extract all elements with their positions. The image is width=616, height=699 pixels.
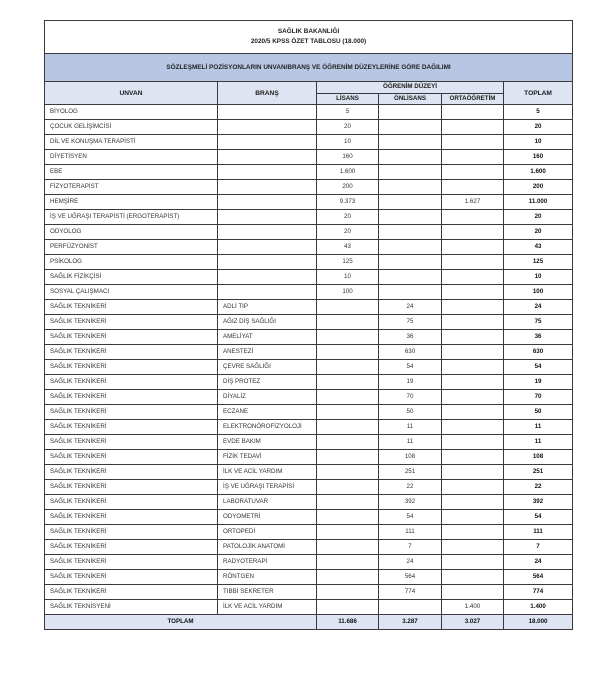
cell-unvan: HEMŞİRE bbox=[45, 195, 218, 210]
table-row bbox=[45, 360, 573, 375]
cell-unvan: ÇOCUK GELİŞİMCİSİ bbox=[45, 120, 218, 135]
cell-brans: İLK VE ACİL YARDIM bbox=[218, 465, 317, 480]
cell-brans bbox=[218, 120, 317, 135]
cell-brans: ELEKTRONÖROFİZYOLOJİ bbox=[218, 420, 317, 435]
cell-onlisans: 24 bbox=[379, 555, 442, 570]
cell-ortaogretim bbox=[442, 525, 504, 540]
title-line-ministry: SAĞLIK BAKANLIĞI bbox=[277, 28, 340, 35]
cell-toplam: 70 bbox=[504, 390, 573, 405]
cell-lisans bbox=[317, 390, 379, 405]
column-header-unvan: UNVAN bbox=[45, 82, 218, 105]
header-row-1 bbox=[45, 82, 573, 94]
cell-ortaogretim bbox=[442, 180, 504, 195]
cell-brans bbox=[218, 135, 317, 150]
cell-lisans bbox=[317, 330, 379, 345]
cell-lisans bbox=[317, 540, 379, 555]
cell-toplam: 19 bbox=[504, 375, 573, 390]
cell-lisans bbox=[317, 585, 379, 600]
cell-toplam: 20 bbox=[504, 225, 573, 240]
cell-onlisans bbox=[379, 225, 442, 240]
cell-brans bbox=[218, 210, 317, 225]
cell-onlisans: 24 bbox=[379, 300, 442, 315]
cell-onlisans: 70 bbox=[379, 390, 442, 405]
table-row bbox=[45, 390, 573, 405]
cell-onlisans: 19 bbox=[379, 375, 442, 390]
cell-onlisans: 630 bbox=[379, 345, 442, 360]
cell-unvan: SAĞLIK TEKNİKERİ bbox=[45, 570, 218, 585]
table-row bbox=[45, 345, 573, 360]
cell-toplam: 774 bbox=[504, 585, 573, 600]
cell-ortaogretim bbox=[442, 420, 504, 435]
column-header-ortaogretim: ORTAÖĞRETİM bbox=[442, 93, 504, 105]
cell-onlisans: 36 bbox=[379, 330, 442, 345]
total-row bbox=[45, 615, 573, 630]
table-row bbox=[45, 270, 573, 285]
cell-lisans: 20 bbox=[317, 120, 379, 135]
cell-lisans: 200 bbox=[317, 180, 379, 195]
cell-unvan: SAĞLIK TEKNİKERİ bbox=[45, 450, 218, 465]
cell-brans: İLK VE ACİL YARDIM bbox=[218, 600, 317, 615]
cell-unvan: DİL VE KONUŞMA TERAPİSTİ bbox=[45, 135, 218, 150]
column-header-toplam: TOPLAM bbox=[504, 82, 573, 105]
cell-ortaogretim bbox=[442, 375, 504, 390]
table-row bbox=[45, 150, 573, 165]
cell-onlisans: 75 bbox=[379, 315, 442, 330]
cell-toplam: 10 bbox=[504, 270, 573, 285]
cell-brans: DİYALİZ bbox=[218, 390, 317, 405]
table-row bbox=[45, 225, 573, 240]
table-row bbox=[45, 420, 573, 435]
cell-brans: DİŞ PROTEZ bbox=[218, 375, 317, 390]
cell-ortaogretim bbox=[442, 390, 504, 405]
cell-lisans bbox=[317, 555, 379, 570]
cell-onlisans bbox=[379, 270, 442, 285]
cell-unvan: BİYOLOG bbox=[45, 105, 218, 120]
cell-brans: ECZANE bbox=[218, 405, 317, 420]
cell-brans: AĞIZ DİŞ SAĞLIĞI bbox=[218, 315, 317, 330]
cell-toplam: 100 bbox=[504, 285, 573, 300]
cell-brans: ORTOPEDİ bbox=[218, 525, 317, 540]
cell-toplam: 7 bbox=[504, 540, 573, 555]
cell-lisans bbox=[317, 345, 379, 360]
cell-toplam: 392 bbox=[504, 495, 573, 510]
cell-unvan: SAĞLIK TEKNİKERİ bbox=[45, 390, 218, 405]
cell-toplam: 11 bbox=[504, 435, 573, 450]
table-row bbox=[45, 300, 573, 315]
cell-brans: FİZİK TEDAVİ bbox=[218, 450, 317, 465]
table-row bbox=[45, 165, 573, 180]
cell-ortaogretim: 1.627 bbox=[442, 195, 504, 210]
cell-ortaogretim bbox=[442, 570, 504, 585]
cell-unvan: DİYETİSYEN bbox=[45, 150, 218, 165]
subtitle-row bbox=[45, 54, 573, 82]
table-row bbox=[45, 135, 573, 150]
cell-lisans: 20 bbox=[317, 210, 379, 225]
cell-lisans bbox=[317, 480, 379, 495]
table-row bbox=[45, 435, 573, 450]
table-row bbox=[45, 450, 573, 465]
cell-brans bbox=[218, 270, 317, 285]
cell-onlisans: 251 bbox=[379, 465, 442, 480]
cell-brans: ODYOMETRİ bbox=[218, 510, 317, 525]
cell-toplam: 20 bbox=[504, 210, 573, 225]
table-row bbox=[45, 105, 573, 120]
cell-toplam: 11.000 bbox=[504, 195, 573, 210]
cell-toplam: 125 bbox=[504, 255, 573, 270]
cell-lisans bbox=[317, 315, 379, 330]
cell-lisans bbox=[317, 600, 379, 615]
cell-brans bbox=[218, 180, 317, 195]
cell-toplam: 108 bbox=[504, 450, 573, 465]
table-row bbox=[45, 315, 573, 330]
cell-toplam: 1.600 bbox=[504, 165, 573, 180]
cell-brans bbox=[218, 225, 317, 240]
cell-onlisans bbox=[379, 195, 442, 210]
cell-lisans bbox=[317, 405, 379, 420]
table-body bbox=[45, 105, 573, 615]
title-line-summary: 2020/5 KPSS ÖZET TABLOSU (18.000) bbox=[250, 38, 367, 45]
cell-brans bbox=[218, 240, 317, 255]
table-row bbox=[45, 465, 573, 480]
cell-onlisans: 11 bbox=[379, 435, 442, 450]
column-header-lisans: LİSANS bbox=[317, 93, 379, 105]
cell-unvan: SAĞLIK TEKNİKERİ bbox=[45, 510, 218, 525]
cell-unvan: SAĞLIK TEKNİKERİ bbox=[45, 345, 218, 360]
cell-ortaogretim bbox=[442, 435, 504, 450]
cell-onlisans: 774 bbox=[379, 585, 442, 600]
cell-toplam: 200 bbox=[504, 180, 573, 195]
cell-brans bbox=[218, 105, 317, 120]
table-subtitle: SÖZLEŞMELİ POZİSYONLARIN UNVAN/BRANŞ VE ÖĞRENİM DÜZEYLERİNE GÖRE DAĞILIMI bbox=[45, 54, 573, 82]
cell-ortaogretim bbox=[442, 105, 504, 120]
cell-onlisans bbox=[379, 105, 442, 120]
cell-brans: TIBBİ SEKRETER bbox=[218, 585, 317, 600]
cell-unvan: SAĞLIK FİZİKÇİSİ bbox=[45, 270, 218, 285]
cell-ortaogretim bbox=[442, 255, 504, 270]
cell-unvan: ODYOLOG bbox=[45, 225, 218, 240]
cell-toplam: 50 bbox=[504, 405, 573, 420]
cell-lisans bbox=[317, 360, 379, 375]
cell-brans: EVDE BAKIM bbox=[218, 435, 317, 450]
table-row bbox=[45, 585, 573, 600]
cell-unvan: SAĞLIK TEKNİSYENİ bbox=[45, 600, 218, 615]
cell-ortaogretim bbox=[442, 120, 504, 135]
document-title bbox=[45, 21, 573, 54]
cell-ortaogretim bbox=[442, 405, 504, 420]
cell-lisans bbox=[317, 525, 379, 540]
table-row bbox=[45, 555, 573, 570]
cell-ortaogretim bbox=[442, 510, 504, 525]
cell-onlisans: 50 bbox=[379, 405, 442, 420]
cell-lisans: 125 bbox=[317, 255, 379, 270]
cell-unvan: SAĞLIK TEKNİKERİ bbox=[45, 360, 218, 375]
column-group-ogrenim-duzeyi: ÖĞRENİM DÜZEYİ bbox=[317, 82, 504, 94]
cell-ortaogretim bbox=[442, 315, 504, 330]
cell-ortaogretim bbox=[442, 165, 504, 180]
cell-brans: LABORATUVAR bbox=[218, 495, 317, 510]
cell-onlisans bbox=[379, 120, 442, 135]
cell-brans: ÇEVRE SAĞLIĞI bbox=[218, 360, 317, 375]
cell-ortaogretim bbox=[442, 135, 504, 150]
cell-onlisans bbox=[379, 135, 442, 150]
table-row bbox=[45, 240, 573, 255]
cell-onlisans: 392 bbox=[379, 495, 442, 510]
cell-lisans bbox=[317, 570, 379, 585]
table-row bbox=[45, 480, 573, 495]
cell-toplam: 11 bbox=[504, 420, 573, 435]
cell-onlisans bbox=[379, 285, 442, 300]
cell-toplam: 564 bbox=[504, 570, 573, 585]
cell-toplam: 5 bbox=[504, 105, 573, 120]
total-lisans: 11.686 bbox=[317, 615, 379, 630]
cell-lisans bbox=[317, 450, 379, 465]
cell-ortaogretim bbox=[442, 555, 504, 570]
cell-onlisans: 54 bbox=[379, 360, 442, 375]
total-ortaogretim: 3.027 bbox=[442, 615, 504, 630]
cell-onlisans: 11 bbox=[379, 420, 442, 435]
cell-toplam: 24 bbox=[504, 555, 573, 570]
cell-lisans: 43 bbox=[317, 240, 379, 255]
table-row bbox=[45, 255, 573, 270]
cell-brans bbox=[218, 255, 317, 270]
cell-toplam: 160 bbox=[504, 150, 573, 165]
cell-unvan: SAĞLIK TEKNİKERİ bbox=[45, 315, 218, 330]
cell-unvan: SAĞLIK TEKNİKERİ bbox=[45, 330, 218, 345]
cell-brans bbox=[218, 150, 317, 165]
cell-toplam: 251 bbox=[504, 465, 573, 480]
cell-onlisans bbox=[379, 180, 442, 195]
cell-toplam: 20 bbox=[504, 120, 573, 135]
cell-ortaogretim bbox=[442, 270, 504, 285]
cell-onlisans: 111 bbox=[379, 525, 442, 540]
cell-unvan: EBE bbox=[45, 165, 218, 180]
table-row bbox=[45, 540, 573, 555]
cell-toplam: 75 bbox=[504, 315, 573, 330]
cell-ortaogretim bbox=[442, 210, 504, 225]
cell-lisans bbox=[317, 465, 379, 480]
table-row bbox=[45, 210, 573, 225]
cell-unvan: PSİKOLOG bbox=[45, 255, 218, 270]
cell-ortaogretim bbox=[442, 150, 504, 165]
cell-lisans: 1.600 bbox=[317, 165, 379, 180]
cell-unvan: SAĞLIK TEKNİKERİ bbox=[45, 465, 218, 480]
cell-unvan: SAĞLIK TEKNİKERİ bbox=[45, 495, 218, 510]
column-header-brans: BRANŞ bbox=[218, 82, 317, 105]
cell-unvan: SAĞLIK TEKNİKERİ bbox=[45, 555, 218, 570]
cell-onlisans: 22 bbox=[379, 480, 442, 495]
total-toplam: 18.000 bbox=[504, 615, 573, 630]
cell-unvan: SAĞLIK TEKNİKERİ bbox=[45, 540, 218, 555]
cell-unvan: SAĞLIK TEKNİKERİ bbox=[45, 435, 218, 450]
cell-unvan: SAĞLIK TEKNİKERİ bbox=[45, 525, 218, 540]
cell-lisans: 20 bbox=[317, 225, 379, 240]
cell-brans: RADYOTERAPİ bbox=[218, 555, 317, 570]
cell-ortaogretim bbox=[442, 450, 504, 465]
summary-table bbox=[44, 20, 573, 630]
table-row bbox=[45, 195, 573, 210]
cell-brans: ADLİ TIP bbox=[218, 300, 317, 315]
cell-onlisans: 108 bbox=[379, 450, 442, 465]
cell-onlisans: 54 bbox=[379, 510, 442, 525]
cell-onlisans bbox=[379, 165, 442, 180]
table-row bbox=[45, 120, 573, 135]
cell-ortaogretim bbox=[442, 360, 504, 375]
cell-unvan: FİZYOTERAPİST bbox=[45, 180, 218, 195]
cell-lisans: 5 bbox=[317, 105, 379, 120]
table-row bbox=[45, 180, 573, 195]
total-onlisans: 3.287 bbox=[379, 615, 442, 630]
table-row bbox=[45, 525, 573, 540]
cell-brans: ANESTEZİ bbox=[218, 345, 317, 360]
cell-toplam: 22 bbox=[504, 480, 573, 495]
cell-unvan: SOSYAL ÇALIŞMACI bbox=[45, 285, 218, 300]
table-row bbox=[45, 375, 573, 390]
cell-onlisans bbox=[379, 240, 442, 255]
cell-unvan: SAĞLIK TEKNİKERİ bbox=[45, 300, 218, 315]
cell-brans: RÖNTGEN bbox=[218, 570, 317, 585]
cell-brans bbox=[218, 285, 317, 300]
cell-unvan: SAĞLIK TEKNİKERİ bbox=[45, 585, 218, 600]
cell-brans bbox=[218, 165, 317, 180]
table-row bbox=[45, 330, 573, 345]
cell-lisans bbox=[317, 510, 379, 525]
cell-unvan: SAĞLIK TEKNİKERİ bbox=[45, 405, 218, 420]
cell-onlisans bbox=[379, 150, 442, 165]
cell-unvan: SAĞLIK TEKNİKERİ bbox=[45, 480, 218, 495]
cell-unvan: İŞ VE UĞRAŞI TERAPİSTİ (ERGOTERAPİST) bbox=[45, 210, 218, 225]
table-row bbox=[45, 495, 573, 510]
cell-toplam: 10 bbox=[504, 135, 573, 150]
cell-ortaogretim bbox=[442, 540, 504, 555]
cell-onlisans bbox=[379, 255, 442, 270]
table-row bbox=[45, 570, 573, 585]
cell-toplam: 54 bbox=[504, 360, 573, 375]
column-header-onlisans: ÖNLİSANS bbox=[379, 93, 442, 105]
cell-lisans: 100 bbox=[317, 285, 379, 300]
cell-lisans bbox=[317, 375, 379, 390]
cell-unvan: SAĞLIK TEKNİKERİ bbox=[45, 375, 218, 390]
cell-lisans: 10 bbox=[317, 135, 379, 150]
total-label: TOPLAM bbox=[45, 615, 317, 630]
cell-ortaogretim bbox=[442, 465, 504, 480]
table-row bbox=[45, 600, 573, 615]
cell-ortaogretim bbox=[442, 345, 504, 360]
cell-brans: İŞ VE UĞRAŞI TERAPİSİ bbox=[218, 480, 317, 495]
cell-brans: PATOLOJİK ANATOMİ bbox=[218, 540, 317, 555]
cell-toplam: 630 bbox=[504, 345, 573, 360]
table-row bbox=[45, 405, 573, 420]
cell-onlisans: 7 bbox=[379, 540, 442, 555]
cell-ortaogretim bbox=[442, 330, 504, 345]
cell-lisans: 160 bbox=[317, 150, 379, 165]
cell-toplam: 1.400 bbox=[504, 600, 573, 615]
cell-lisans bbox=[317, 420, 379, 435]
kpss-summary-sheet bbox=[44, 20, 572, 630]
cell-ortaogretim bbox=[442, 225, 504, 240]
cell-toplam: 36 bbox=[504, 330, 573, 345]
cell-toplam: 43 bbox=[504, 240, 573, 255]
cell-unvan: PERFÜZYONİST bbox=[45, 240, 218, 255]
cell-lisans: 10 bbox=[317, 270, 379, 285]
cell-ortaogretim bbox=[442, 240, 504, 255]
cell-lisans bbox=[317, 435, 379, 450]
cell-lisans bbox=[317, 495, 379, 510]
cell-lisans: 9.373 bbox=[317, 195, 379, 210]
cell-toplam: 111 bbox=[504, 525, 573, 540]
cell-onlisans bbox=[379, 600, 442, 615]
cell-unvan: SAĞLIK TEKNİKERİ bbox=[45, 420, 218, 435]
cell-ortaogretim bbox=[442, 300, 504, 315]
cell-toplam: 54 bbox=[504, 510, 573, 525]
cell-ortaogretim bbox=[442, 585, 504, 600]
cell-onlisans bbox=[379, 210, 442, 225]
cell-brans: AMELİYAT bbox=[218, 330, 317, 345]
cell-ortaogretim: 1.400 bbox=[442, 600, 504, 615]
cell-onlisans: 564 bbox=[379, 570, 442, 585]
title-row bbox=[45, 21, 573, 54]
cell-ortaogretim bbox=[442, 480, 504, 495]
cell-toplam: 24 bbox=[504, 300, 573, 315]
cell-brans bbox=[218, 195, 317, 210]
table-row bbox=[45, 510, 573, 525]
cell-ortaogretim bbox=[442, 495, 504, 510]
cell-lisans bbox=[317, 300, 379, 315]
table-row bbox=[45, 285, 573, 300]
cell-ortaogretim bbox=[442, 285, 504, 300]
